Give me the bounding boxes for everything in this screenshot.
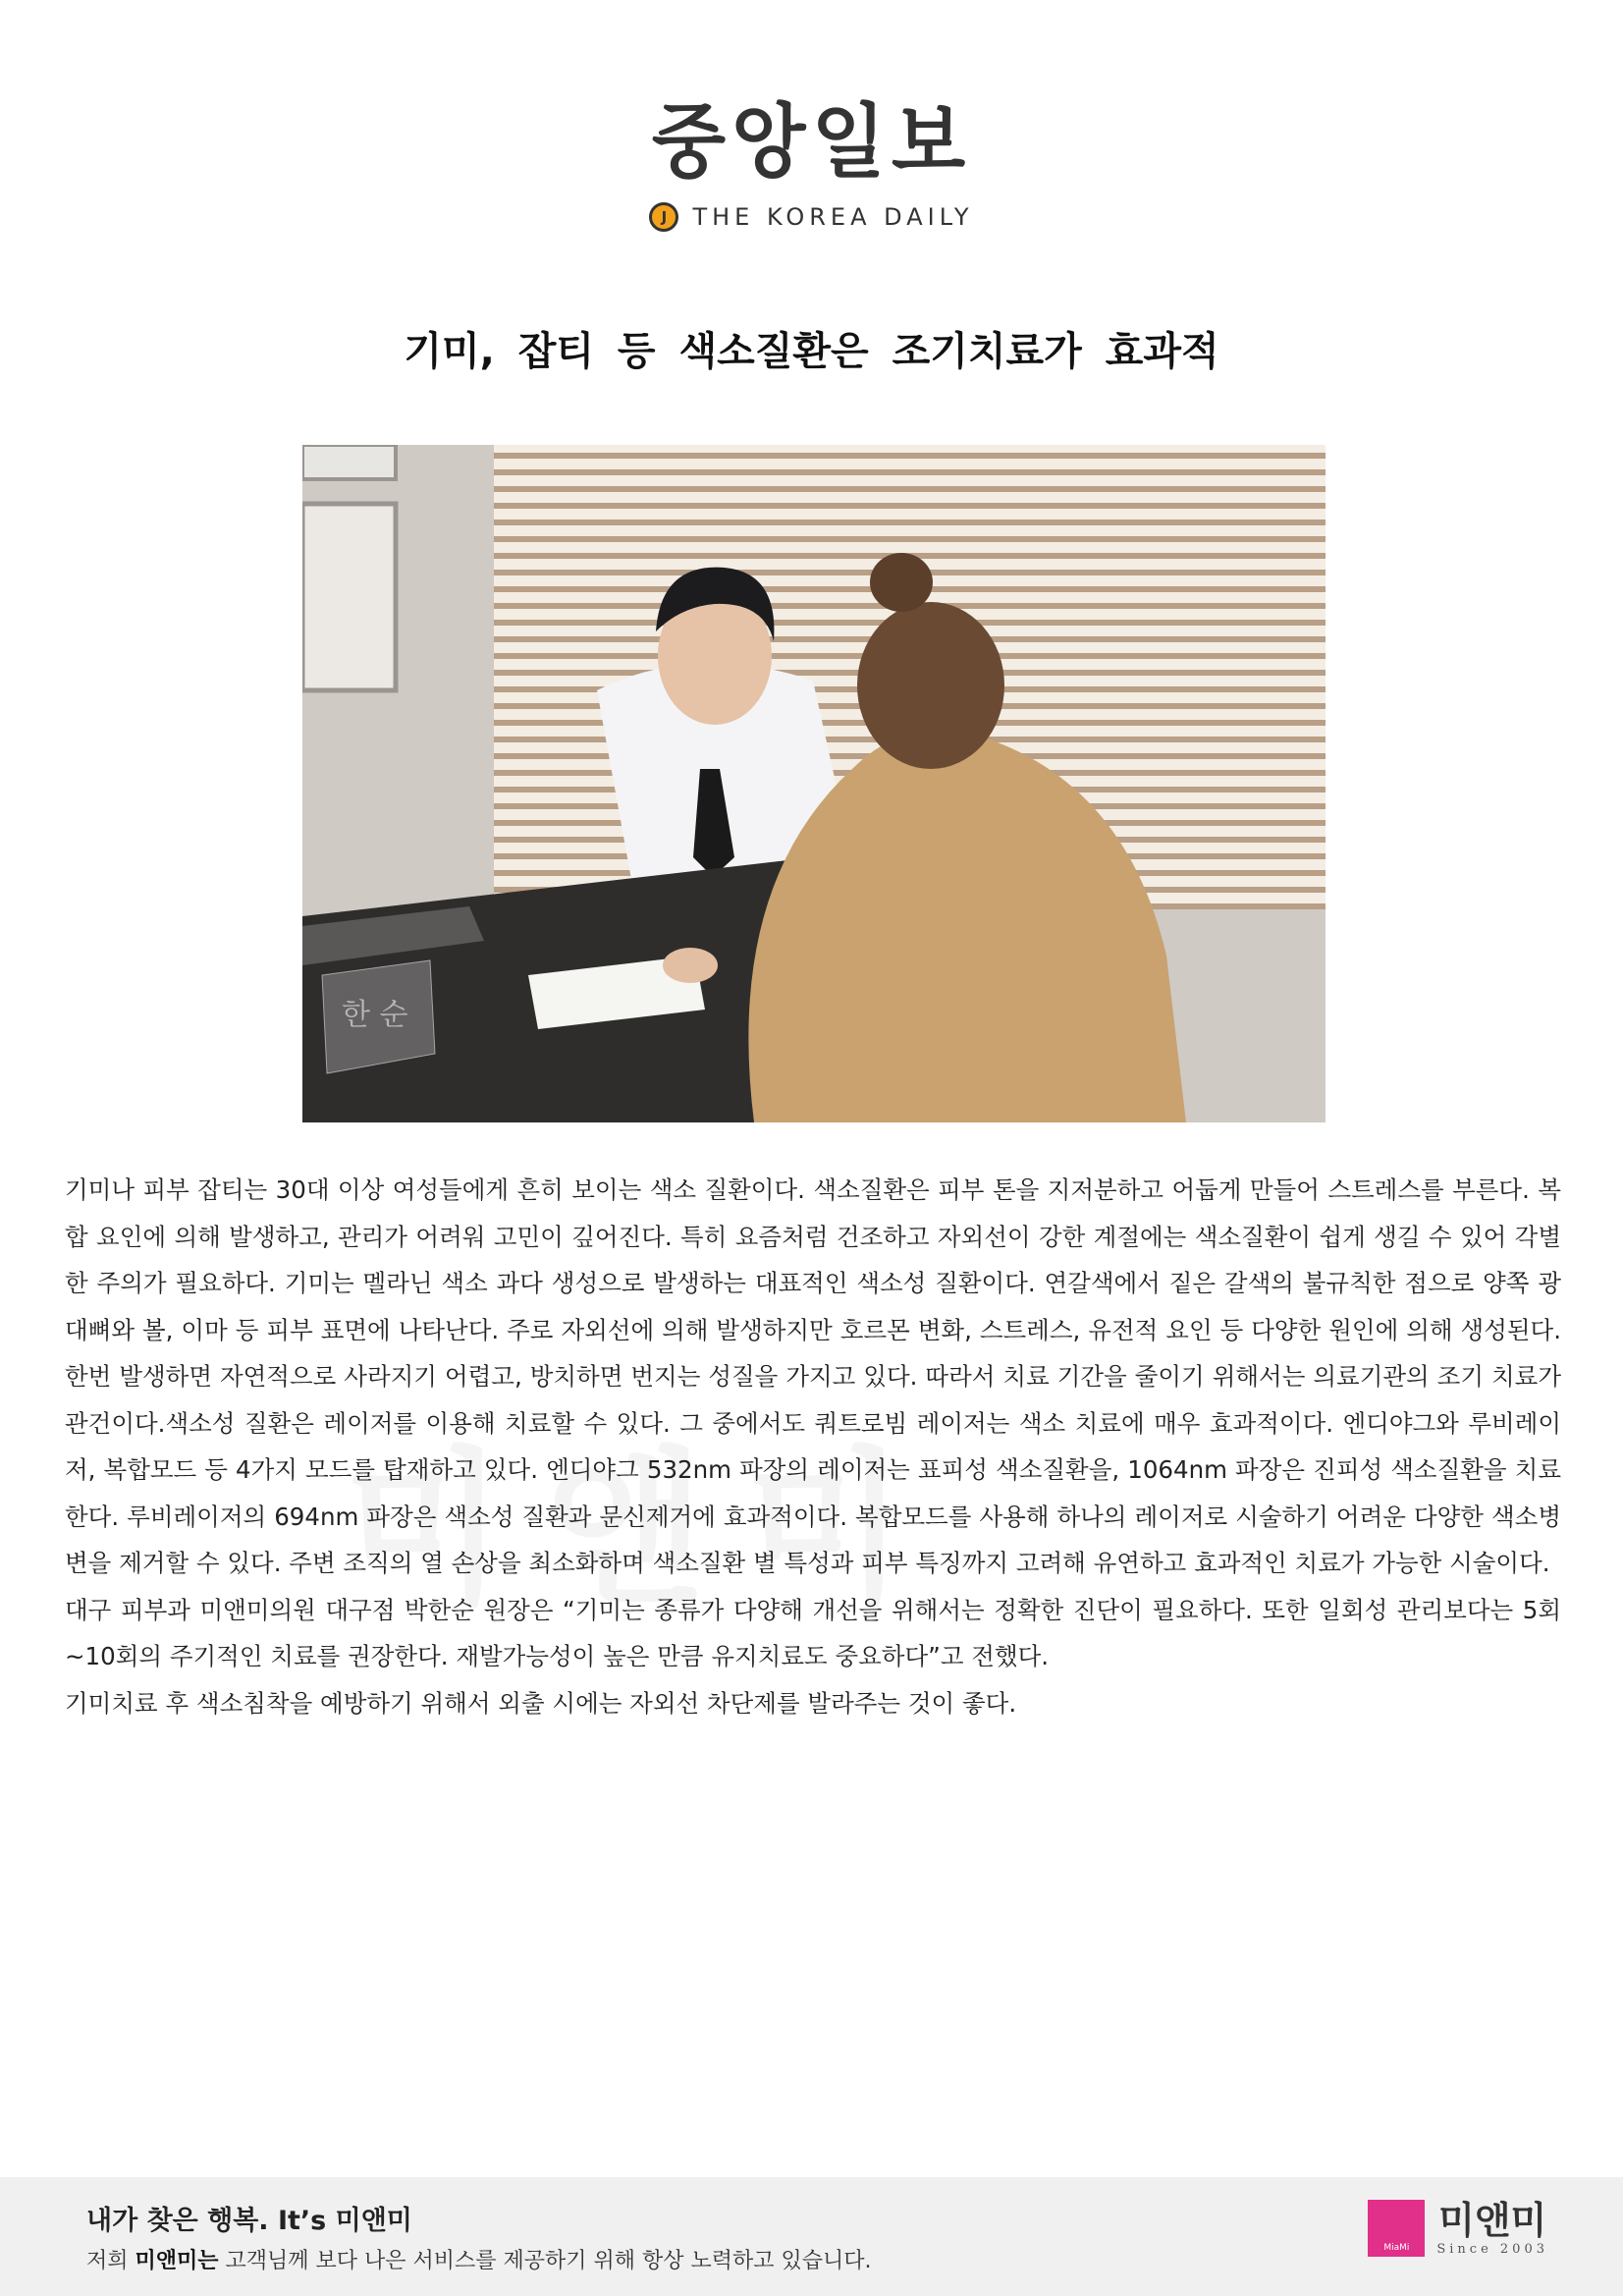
clinic-logo-since: Since 2003 — [1436, 2242, 1548, 2257]
article-photo — [302, 445, 1325, 1122]
article-paragraph: 기미치료 후 색소침착을 예방하기 위해서 외출 시에는 자외선 차단제를 발라주는 것이 좋다. — [65, 1688, 1017, 1718]
article-headline: 기미, 잡티 등 색소질환은 조기치료가 효과적 — [404, 329, 1219, 374]
newspaper-badge-icon: J — [649, 202, 678, 232]
clinic-logo-mark-icon — [1368, 2200, 1425, 2257]
footer-banner — [0, 2177, 1623, 2296]
blind-slat — [494, 453, 1325, 459]
nameplate-text: 한 순 — [342, 998, 408, 1032]
clinic-logo — [1368, 2199, 1548, 2257]
consultation-photo-illustration — [302, 445, 1325, 1122]
newspaper-logo-english: THE KOREA DAILY — [692, 203, 974, 231]
footer-desc-prefix: 저희 — [86, 2249, 135, 2273]
blind-slat — [494, 519, 1325, 525]
footer-description — [86, 2244, 872, 2274]
blind-slat — [494, 469, 1325, 475]
article-paragraph: 대구 피부과 미앤미의원 대구점 박한순 원장은 “기미는 종류가 다양해 개선을 위해서는 정확한 진단이 필요하다. 또한 일회성 관리보다는 5회~10회의 주기적인 치료를 권장한다. 재발가능성이 높은 만큼 유지치료도 중요하다”고 전했다. — [65, 1595, 1561, 1670]
article-paragraph: 기미나 피부 잡티는 30대 이상 여성들에게 흔히 보이는 색소 질환이다. 색소질환은 피부 톤을 지저분하고 어둡게 만들어 스트레스를 부른다. 복합 요인에 의해 발생하고, 관리가 어려워 고민이 깊어진다. 특히 요즘처럼 건조하고 자외선이 강한 계절에는 색소질환이 쉽게 생길 수 있어 각별한 주의가 필요하다. 기미는 멜라닌 색소 과다 생성으로 발생하는 대표적인 색소성 질환이다. 연갈색에서 짙은 갈색의 불규칙한 점으로 양쪽 광대뼈와 볼, 이마 등 피부 표면에 나타난다. 주로 자외선에 의해 발생하지만 호르몬 변화, 스트레스, 유전적 요인 등 다양한 원인에 의해 생성된다. 한번 발생하면 자연적으로 사라지기 어렵고, 방치하면 번지는 성질을 가지고 있다. 따라서 치료 기간을 줄이기 위해서는 의료기관의 조기 치료가 관건이다.색소성 질환은 레이저를 이용해 치료할 수 있다. 그 중에서도 쿼트로빔 레이저는 색소 치료에 매우 효과적이다. 엔디야그와 루비레이저, 복합모드 등 4가지 모드를 탑재하고 있다. 엔디야그 532nm 파장의 레이저는 표피성 색소질환을, 1064nm 파장은 진피성 색소질환을 치료한다. 루비레이저의 694nm 파장은 색소성 질환과 문신제거에 효과적이다. 복합모드를 사용해 하나의 레이저로 시술하기 어려운 다양한 색소병변을 제거할 수 있다. 주변 조직의 열 손상을 최소화하며 색소질환 별 특성과 피부 특징까지 고려해 유연하고 효과적인 치료가 가능한 시술이다. — [65, 1175, 1561, 1577]
newspaper-logo-english-row — [0, 202, 1623, 232]
footer-desc-brand: 미앤미는 — [135, 2249, 219, 2273]
blind-slat — [494, 486, 1325, 492]
blind-slat — [494, 536, 1325, 542]
footer-slogan: 내가 찾은 행복. It’s 미앤미 — [86, 2206, 412, 2236]
clinic-logo-name: 미앤미 — [1438, 2199, 1547, 2242]
footer-desc-suffix: 고객님께 보다 나은 서비스를 제공하기 위해 항상 노력하고 있습니다. — [218, 2249, 872, 2273]
article-body — [65, 1167, 1561, 1726]
clinic-logo-mark-text: MiaMi — [1383, 2242, 1410, 2253]
clinic-logo-text — [1436, 2199, 1548, 2257]
blind-slat — [494, 503, 1325, 509]
newspaper-logo-korean: 중앙일보 — [651, 95, 972, 190]
masthead — [0, 95, 1623, 232]
